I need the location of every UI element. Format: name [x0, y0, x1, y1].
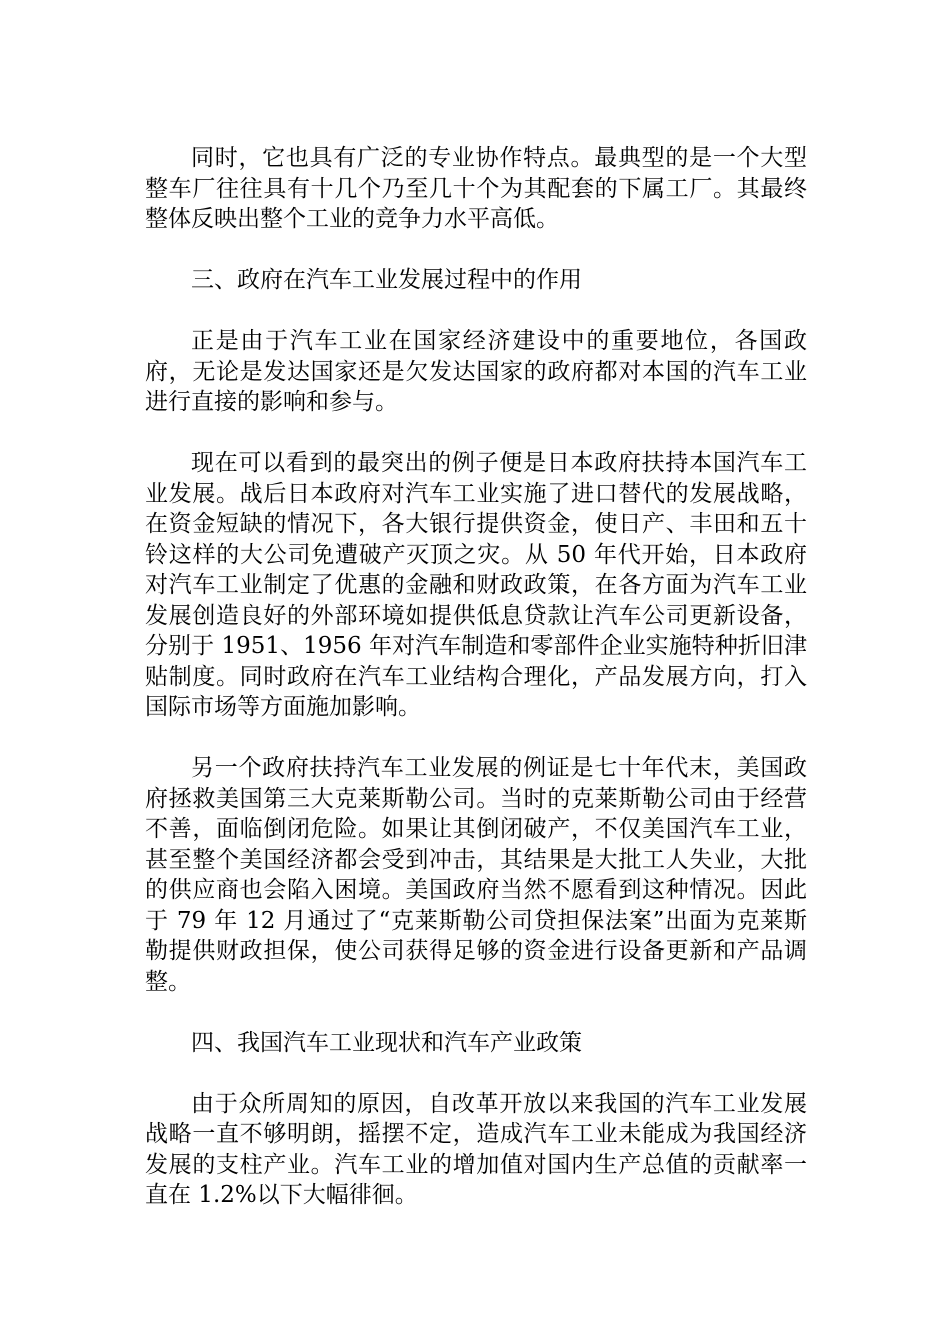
paragraph-chrysler-example: 另一个政府扶持汽车工业发展的例证是七十年代末，美国政府拯救美国第三大克莱斯勒公司。当时的克莱斯勒公司由于经营不善，面临倒闭危险。如果让其倒闭破产，不仅美国汽车工业，甚至整个美国经济都会受到冲击，其结果是大批工人失业，大批的供应商也会陷入困境。美国政府当然不愿看到这种情况。因此于 79 年 12 月通过了“克莱斯勒公司贷担保法案”出面为克莱斯勒提供财政担保，使公司获得足够的资金进行设备更新和产品调整。	[145, 755, 807, 995]
paragraph-china-strategy: 由于众所周知的原因，自改革开放以来我国的汽车工业发展战略一直不够明朗，摇摆不定，造成汽车工业未能成为我国经济发展的支柱产业。汽车工业的增加值对国内生产总值的贡献率一直在 1.2%以下大幅徘徊。	[145, 1090, 807, 1208]
paragraph-government-influence: 正是由于汽车工业在国家经济建设中的重要地位，各国政府，无论是发达国家还是欠发达国家的政府都对本国的汽车工业进行直接的影响和参与。	[145, 328, 807, 415]
document-page	[145, 143, 807, 1241]
paragraph-collaboration: 同时，它也具有广泛的专业协作特点。最典型的是一个大型整车厂往往具有十几个乃至几十个为其配套的下属工厂。其最终整体反映出整个工业的竞争力水平高低。	[145, 145, 807, 232]
section-heading-government-role: 三、政府在汽车工业发展过程中的作用	[191, 267, 582, 293]
section-heading-china-status: 四、我国汽车工业现状和汽车产业政策	[191, 1029, 582, 1056]
paragraph-japan-example: 现在可以看到的最突出的例子便是日本政府扶持本国汽车工业发展。战后日本政府对汽车工业实施了进口替代的发展战略，在资金短缺的情况下，各大银行提供资金，使日产、丰田和五十铃这样的大公司免遭破产灭顶之灾。从 50 年代开始，日本政府对汽车工业制定了优惠的金融和财政政策，在各方面为汽车工业发展创造良好的外部环境如提供低息贷款让汽车公司更新设备，分别于 1951、1956 年对汽车制造和零部件企业实施特种折旧津贴制度。同时政府在汽车工业结构合理化，产品发展方向，打入国际市场等方面施加影响。	[145, 450, 807, 720]
